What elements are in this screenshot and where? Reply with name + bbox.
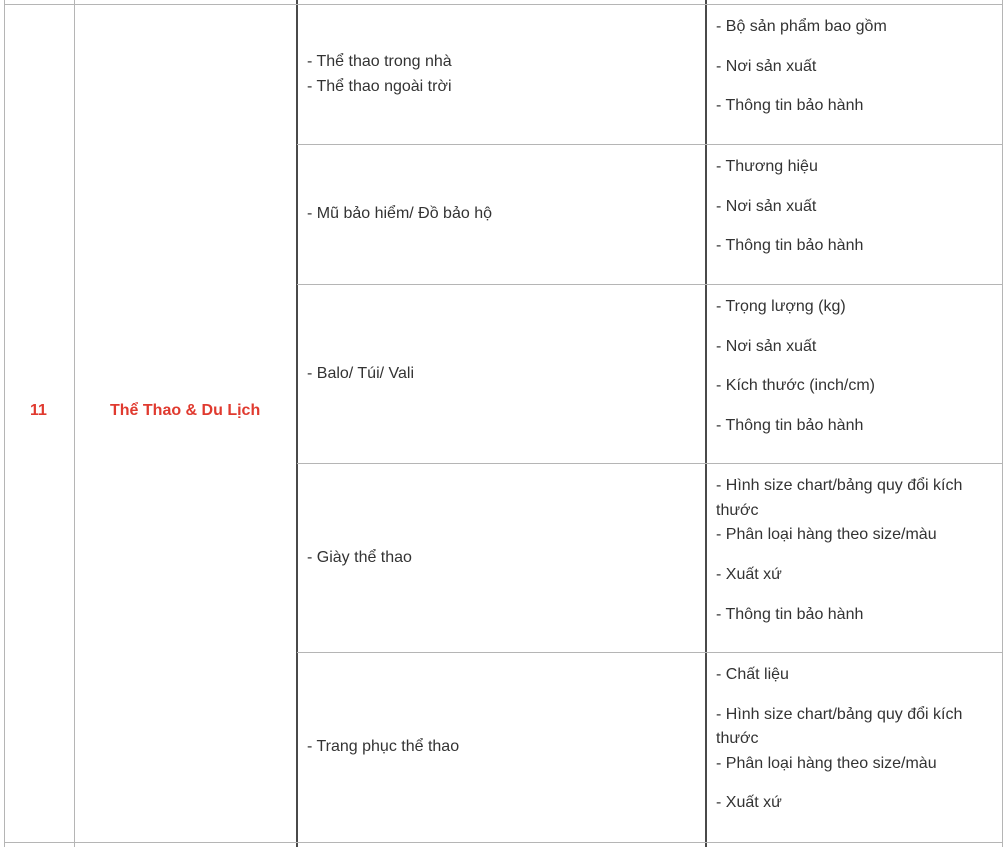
attribute-item: - Thông tin bảo hành: [716, 237, 864, 254]
subcategory-name: - Thể thao ngoài trời: [307, 78, 452, 95]
row-divider-1: [297, 144, 1003, 145]
attribute-item: - Chất liệu: [716, 666, 789, 683]
attribute-item: - Bộ sản phẩm bao gồm: [716, 18, 887, 35]
subcategory-name: - Trang phục thể thao: [307, 738, 460, 755]
table-bottom-border: [4, 842, 1003, 843]
attribute-item: - Trọng lượng (kg): [716, 298, 846, 315]
attribute-item: thước: [716, 730, 759, 747]
table-top-border: [4, 4, 1003, 5]
table-border-right: [1002, 0, 1003, 847]
row-divider-4: [297, 652, 1003, 653]
attribute-item: - Thông tin bảo hành: [716, 606, 864, 623]
attribute-item: - Phân loại hàng theo size/màu: [716, 755, 937, 772]
column-divider-3: [705, 0, 707, 847]
subcategory-name: - Balo/ Túi/ Vali: [307, 365, 415, 382]
attribute-item: - Thông tin bảo hành: [716, 97, 864, 114]
subcategory-name: - Giày thể thao: [307, 549, 412, 566]
attribute-item: - Hình size chart/bảng quy đổi kích: [716, 477, 963, 494]
table-border-left: [4, 0, 5, 847]
attribute-item: - Thông tin bảo hành: [716, 417, 864, 434]
subcategory-name: - Mũ bảo hiểm/ Đồ bảo hộ: [307, 205, 492, 222]
attribute-item: - Nơi sản xuất: [716, 198, 817, 215]
attribute-item: - Nơi sản xuất: [716, 58, 817, 75]
attribute-item: - Xuất xứ: [716, 566, 782, 583]
column-divider-2: [296, 0, 298, 847]
attribute-item: thước: [716, 502, 759, 519]
attribute-item: - Xuất xứ: [716, 794, 782, 811]
category-name: Thể Thao & Du Lịch: [110, 402, 261, 419]
attribute-item: - Thương hiệu: [716, 158, 818, 175]
row-divider-2: [297, 284, 1003, 285]
column-divider-1: [74, 0, 75, 847]
subcategory-name: - Thể thao trong nhà: [307, 53, 452, 70]
attribute-item: - Phân loại hàng theo size/màu: [716, 526, 937, 543]
attribute-item: - Kích thước (inch/cm): [716, 377, 876, 394]
row-number: 11: [30, 402, 47, 419]
attribute-item: - Hình size chart/bảng quy đổi kích: [716, 706, 963, 723]
attribute-item: - Nơi sản xuất: [716, 338, 817, 355]
row-divider-3: [297, 463, 1003, 464]
